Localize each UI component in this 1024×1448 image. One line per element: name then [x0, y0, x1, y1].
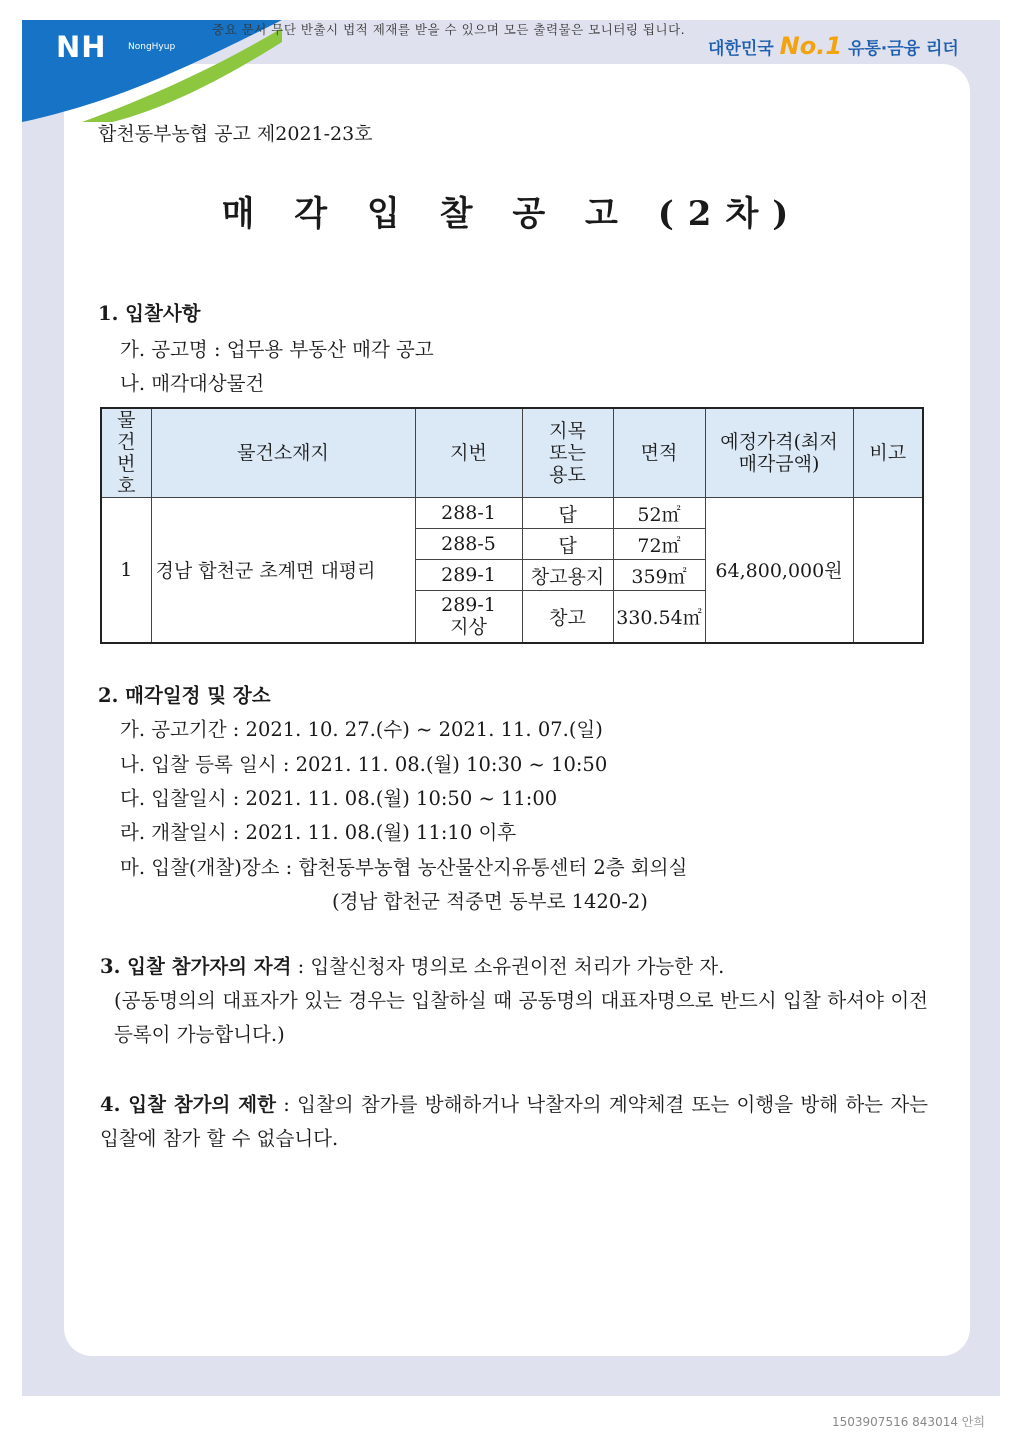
cell-use: 창고용지 [522, 560, 613, 591]
section1-heading: 1. 입찰사항 [98, 302, 201, 325]
header-no: 물건번호 [101, 408, 151, 498]
section3-text: : 입찰신청자 명의로 소유권이전 처리가 가능한 자. [291, 955, 725, 978]
section2-item-a: 가. 공고기간 : 2021. 10. 27.(수) ~ 2021. 11. 07.(일) [120, 718, 603, 741]
cell-price: 64,800,000원 [705, 498, 853, 643]
header-lot: 지번 [415, 408, 522, 498]
cell-note [853, 498, 923, 643]
section2-item-e: 마. 입찰(개찰)장소 : 합천동부농협 농산물산지유통센터 2층 회의실 [120, 856, 688, 879]
cell-lot: 288-5 [415, 529, 522, 560]
confidential-warning: 중요 문서 무단 반출시 법적 제재를 받을 수 있으며 모든 출력물은 모니터링 됩니다. [212, 22, 686, 37]
header-location: 물건소재지 [151, 408, 415, 498]
slogan-prefix: 대한민국 [708, 39, 774, 59]
document-paper [64, 64, 970, 1356]
section4-text: : 입찰의 참가를 방해하거나 낙찰자의 계약체결 또는 이행을 방해 하는 자는 입찰에 참가 할 수 없습니다. [100, 1093, 928, 1150]
nh-logo-text: NH [56, 30, 107, 64]
slogan-suffix: 유통·금융 리더 [847, 39, 959, 59]
cell-use: 답 [522, 529, 613, 560]
announcement-number: 합천동부농협 공고 제2021-23호 [98, 123, 373, 145]
table-row [101, 498, 923, 529]
cell-lot: 288-1 [415, 498, 522, 529]
section2-item-e-address: (경남 합천군 적중면 동부로 1420-2) [332, 890, 648, 913]
nh-slogan [708, 32, 959, 60]
nh-logo-subtext: NongHyup [128, 42, 176, 52]
section2-item-c: 다. 입찰일시 : 2021. 11. 08.(월) 10:50 ~ 11:00 [120, 787, 558, 810]
section4-paragraph [100, 1088, 928, 1156]
footer-document-id: 1503907516 843014 안희 [832, 1415, 985, 1429]
cell-area: 330.54㎡ [613, 591, 705, 643]
section3-heading: 3. 입찰 참가자의 자격 [100, 955, 292, 978]
cell-no: 1 [101, 498, 151, 643]
cell-use: 창고 [522, 591, 613, 643]
cell-lot: 289-1 [415, 560, 522, 591]
cell-area: 72㎡ [613, 529, 705, 560]
cell-lot: 289-1 지상 [415, 591, 522, 643]
section1-item-b: 나. 매각대상물건 [120, 372, 265, 395]
section2-item-d: 라. 개찰일시 : 2021. 11. 08.(월) 11:10 이후 [120, 821, 517, 844]
slogan-no1: No.1 [779, 32, 843, 60]
header-note: 비고 [853, 408, 923, 498]
section4-heading: 4. 입찰 참가의 제한 [100, 1093, 276, 1116]
header-land-use: 지목또는용도 [522, 408, 613, 498]
property-table [100, 407, 924, 644]
header-price: 예정가격(최저매각금액) [705, 408, 853, 498]
document-title: 매 각 입 찰 공 고 (2차) [221, 194, 803, 234]
cell-use: 답 [522, 498, 613, 529]
section3-note: (공동명의의 대표자가 있는 경우는 입찰하실 때 공동명의 대표자명으로 반드시 입찰 하셔야 이전 등록이 가능합니다.) [114, 989, 928, 1046]
cell-area: 359㎡ [613, 560, 705, 591]
header-area: 면적 [613, 408, 705, 498]
cell-location: 경남 합천군 초계면 대평리 [151, 498, 415, 643]
section2-item-b: 나. 입찰 등록 일시 : 2021. 11. 08.(월) 10:30 ~ 10:50 [120, 753, 608, 776]
cell-area: 52㎡ [613, 498, 705, 529]
section1-item-a: 가. 공고명 : 업무용 부동산 매각 공고 [120, 338, 434, 361]
section2-heading: 2. 매각일정 및 장소 [98, 684, 271, 707]
section3-paragraph [100, 950, 928, 1052]
